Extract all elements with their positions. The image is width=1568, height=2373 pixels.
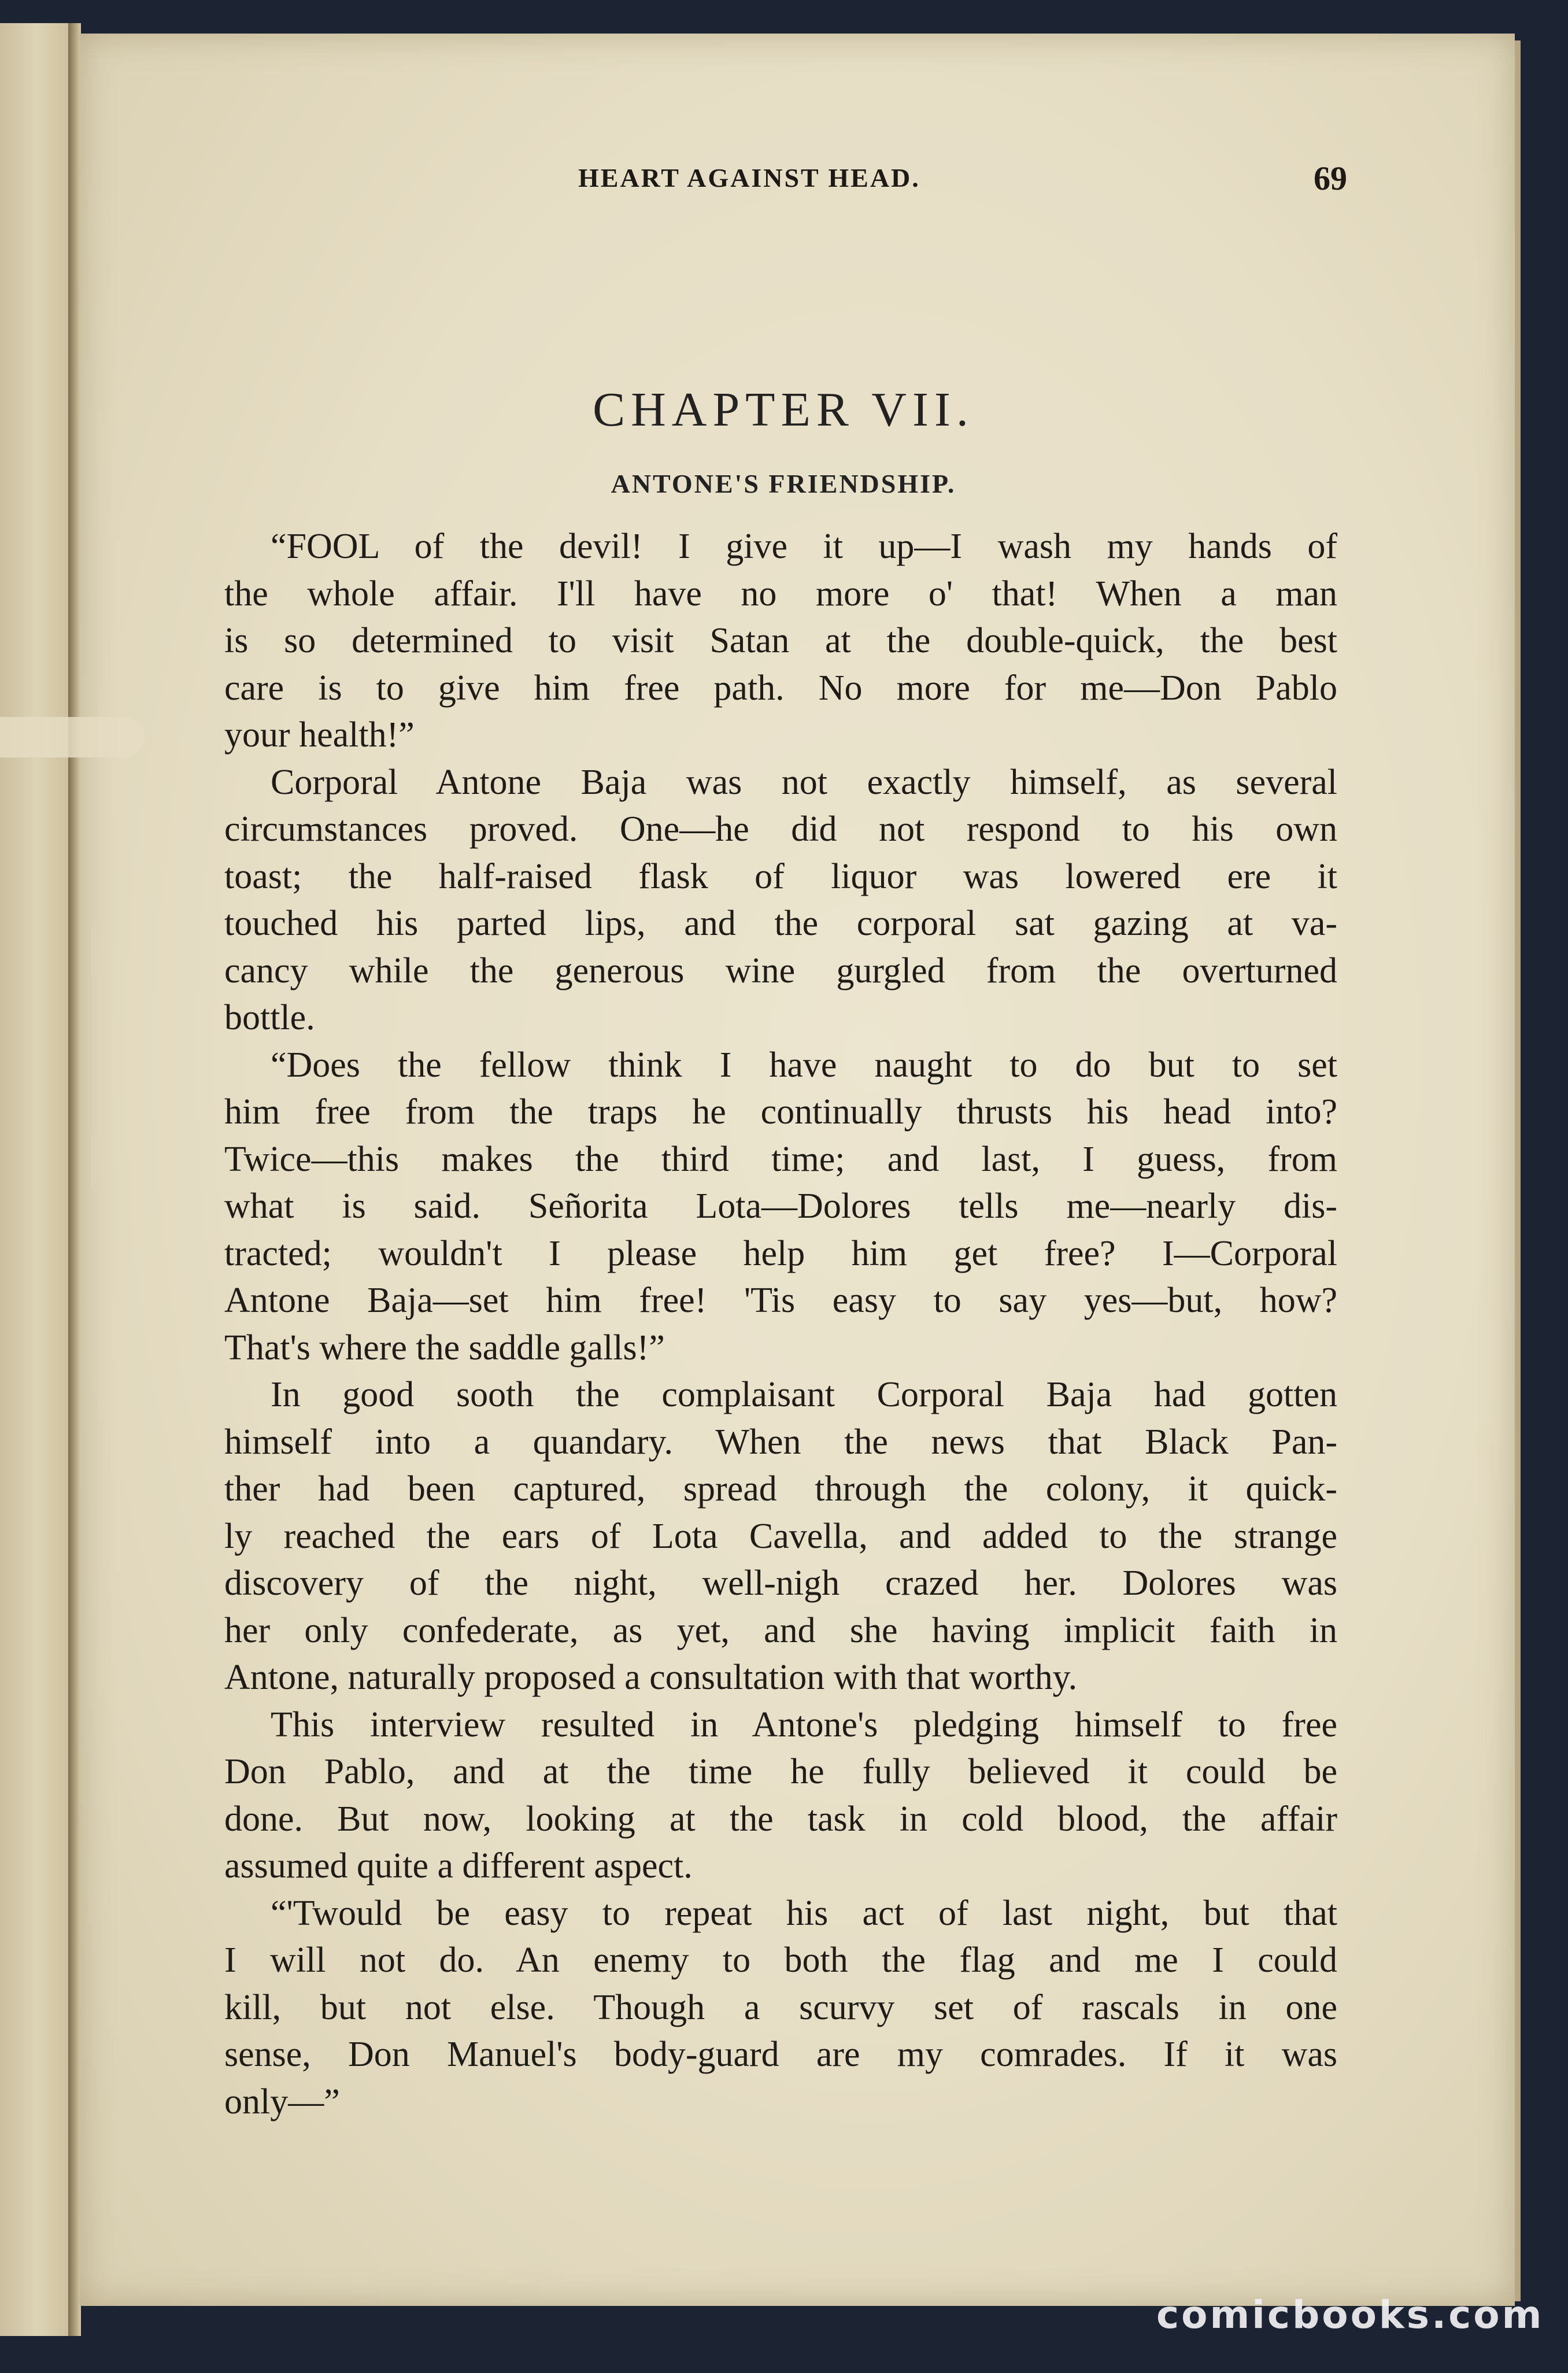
text-line: is so determined to visit Satan at the double-quick, the best <box>224 621 1337 660</box>
text-line: only—” <box>224 2082 340 2121</box>
text-line: discovery of the night, well-nigh crazed her. Dolores was <box>224 1563 1337 1603</box>
text-line: Don Pablo, and at the time he fully believed it could be <box>224 1752 1337 1791</box>
page-header <box>578 159 1347 205</box>
text-line: your health!” <box>224 715 415 755</box>
binding-thread <box>0 717 145 757</box>
text-line: the whole affair. I'll have no more o' that! When a man <box>224 574 1337 613</box>
text-line: ly reached the ears of Lota Cavella, and added to the strange <box>224 1516 1337 1556</box>
text-line: what is said. Señorita Lota—Dolores tells me—nearly dis- <box>224 1186 1337 1226</box>
text-line: toast; the half-raised flask of liquor was lowered ere it <box>224 856 1337 896</box>
text-line: “Does the fellow think I have naught to do but to set <box>271 1045 1337 1085</box>
text-line: her only confederate, as yet, and she having implicit faith in <box>224 1610 1337 1650</box>
text-line: himself into a quandary. When the news that Black Pan- <box>224 1422 1337 1462</box>
text-line: cancy while the generous wine gurgled from the overturned <box>224 951 1337 990</box>
text-line: done. But now, looking at the task in cold blood, the affair <box>224 1799 1337 1839</box>
text-line: This interview resulted in Antone's pledging himself to free <box>271 1705 1337 1744</box>
body-text <box>224 523 1337 2126</box>
text-line: assumed quite a different aspect. <box>224 1846 693 1886</box>
running-head: HEART AGAINST HEAD. <box>578 163 920 193</box>
text-line: him free from the traps he continually thrusts his head into? <box>224 1092 1337 1132</box>
text-line: kill, but not else. Though a scurvy set of rascals in one <box>224 1987 1337 2027</box>
text-line: In good sooth the complaisant Corporal Baja had gotten <box>271 1375 1337 1414</box>
text-line: Antone, naturally proposed a consultation with that worthy. <box>224 1658 1078 1697</box>
text-line: bottle. <box>224 998 315 1037</box>
text-line: care is to give him free path. No more for me—Don Pablo <box>224 668 1337 708</box>
text-line: sense, Don Manuel's body-guard are my comrades. If it was <box>224 2035 1337 2074</box>
text-line: ther had been captured, spread through the colony, it quick- <box>224 1469 1337 1509</box>
book-spine <box>68 23 81 2336</box>
text-line: Corporal Antone Baja was not exactly himself, as several <box>271 762 1337 802</box>
chapter-subtitle: ANTONE'S FRIENDSHIP. <box>611 469 956 498</box>
adjacent-page-edge <box>0 23 77 2336</box>
text-line: “FOOL of the devil! I give it up—I wash my hands of <box>271 527 1337 566</box>
text-line: “'Twould be easy to repeat his act of last night, but that <box>271 1893 1337 1933</box>
chapter-title: CHAPTER VII. <box>593 383 974 437</box>
text-line: touched his parted lips, and the corporal sat gazing at va- <box>224 904 1337 943</box>
text-line: circumstances proved. One—he did not respond to his own <box>224 810 1337 849</box>
text-line: I will not do. An enemy to both the flag and me I could <box>224 1940 1337 1980</box>
watermark: comicbooks.com <box>1156 2293 1544 2337</box>
text-line: Twice—this makes the third time; and last, I guess, from <box>224 1139 1337 1179</box>
text-line: That's where the saddle galls!” <box>224 1328 665 1367</box>
page-number: 69 <box>1314 160 1347 197</box>
text-line: tracted; wouldn't I please help him get free? I—Corporal <box>224 1233 1337 1273</box>
text-line: Antone Baja—set him free! 'Tis easy to say yes—but, how? <box>224 1281 1337 1320</box>
